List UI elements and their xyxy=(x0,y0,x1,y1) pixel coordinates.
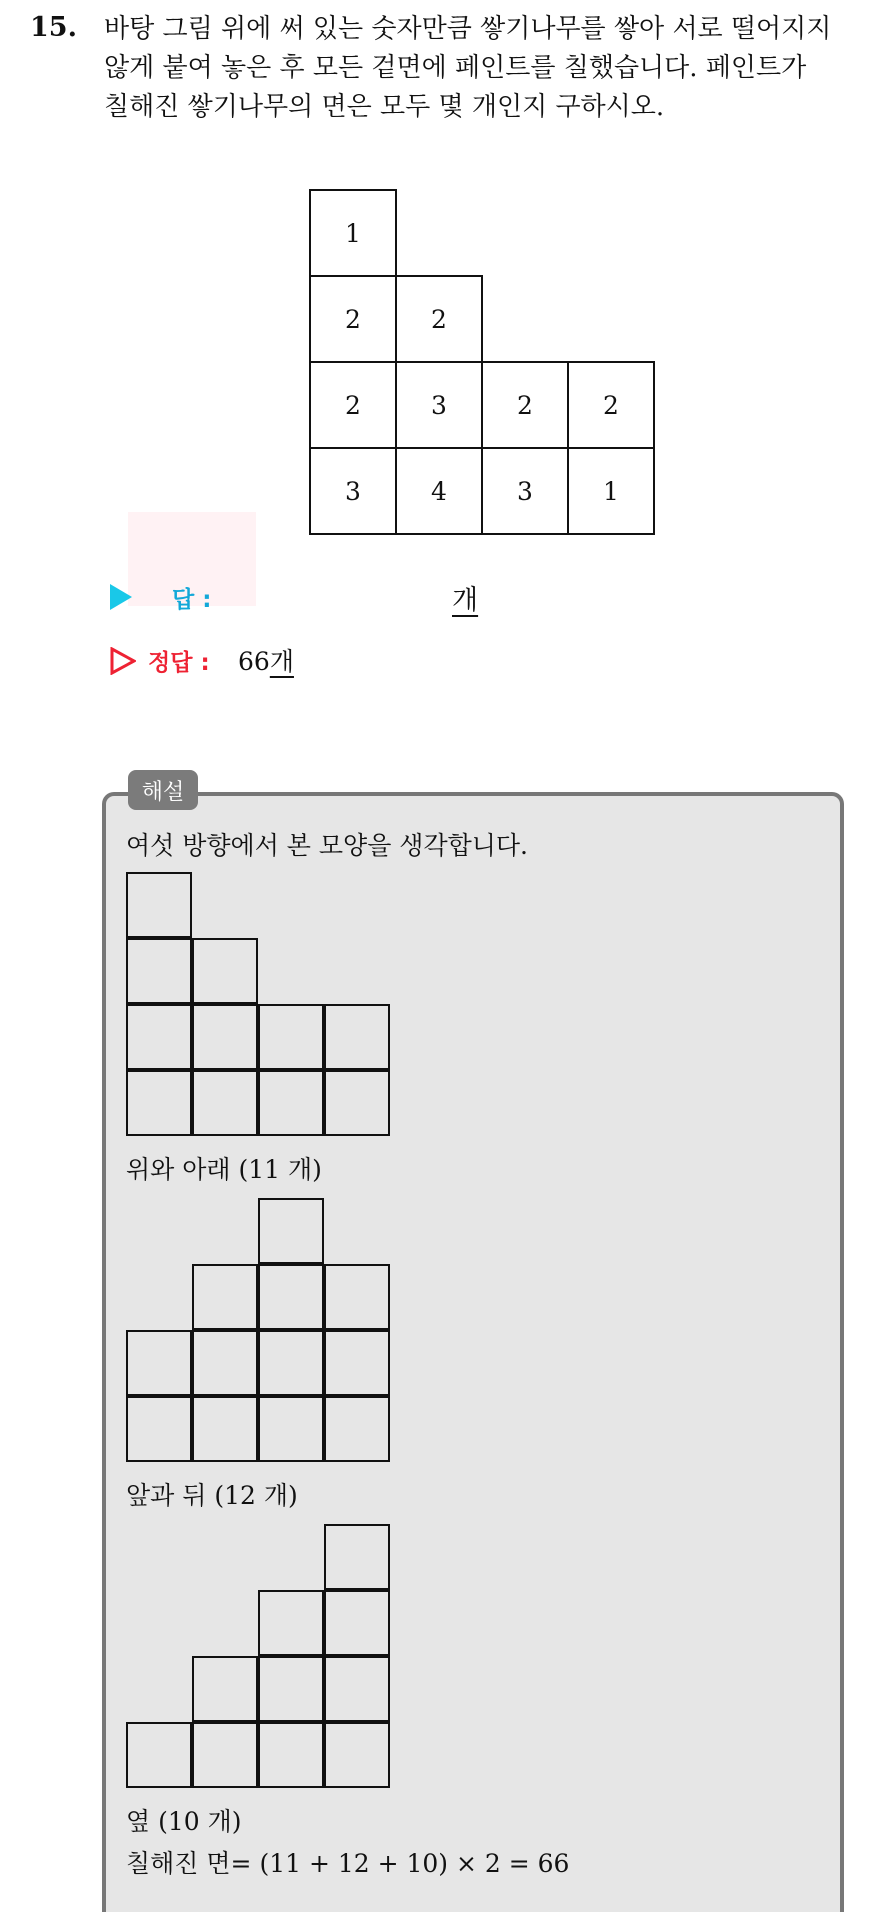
top-view-caption: 위와 아래 (11 개) xyxy=(126,1155,322,1184)
grid-cell: 2 xyxy=(309,275,397,363)
answer-row xyxy=(110,577,212,617)
front-view-caption: 앞과 뒤 (12 개) xyxy=(126,1481,298,1510)
correct-label: 정답 : xyxy=(148,650,210,676)
view-square xyxy=(324,1330,390,1396)
view-square xyxy=(258,1070,324,1136)
question-number: 15. xyxy=(30,12,77,43)
view-square xyxy=(126,1070,192,1136)
view-square xyxy=(324,1264,390,1330)
view-square xyxy=(324,1070,390,1136)
view-square xyxy=(324,1590,390,1656)
view-square xyxy=(324,1524,390,1590)
view-square xyxy=(126,872,192,938)
grid-cell: 2 xyxy=(395,275,483,363)
solution-formula: 칠해진 면= (11 + 12 + 10) × 2 = 66 xyxy=(126,1849,570,1878)
grid-cell: 4 xyxy=(395,447,483,535)
view-square xyxy=(258,1396,324,1462)
solution-intro: 여섯 방향에서 본 모양을 생각합니다. xyxy=(126,831,528,860)
correct-number: 66 xyxy=(238,647,270,676)
view-square xyxy=(258,1330,324,1396)
view-square xyxy=(324,1656,390,1722)
question-line: 칠해진 쌓기나무의 면은 모두 몇 개인지 구하시오. xyxy=(104,92,665,122)
view-square xyxy=(258,1264,324,1330)
view-square xyxy=(126,1396,192,1462)
question-line: 바탕 그림 위에 써 있는 숫자만큼 쌓기나무를 쌓아 서로 떨어지지 xyxy=(104,14,832,44)
correct-value xyxy=(238,642,294,678)
view-square xyxy=(192,938,258,1004)
view-square xyxy=(192,1722,258,1788)
view-square xyxy=(324,1396,390,1462)
grid-cell: 3 xyxy=(481,447,569,535)
view-square xyxy=(192,1656,258,1722)
view-square xyxy=(192,1004,258,1070)
view-square xyxy=(258,1590,324,1656)
grid-cell: 3 xyxy=(309,447,397,535)
question-text xyxy=(104,10,874,127)
view-square xyxy=(258,1722,324,1788)
grid-cell: 2 xyxy=(567,361,655,449)
grid-cell: 2 xyxy=(481,361,569,449)
grid-cell: 1 xyxy=(567,447,655,535)
grid-cell: 2 xyxy=(309,361,397,449)
view-square xyxy=(192,1396,258,1462)
view-square xyxy=(258,1656,324,1722)
correct-unit: 개 xyxy=(269,647,294,676)
view-square xyxy=(192,1264,258,1330)
view-square xyxy=(192,1330,258,1396)
question-line: 않게 붙여 놓은 후 모든 겉면에 페인트를 칠했습니다. 페인트가 xyxy=(104,53,807,83)
grid-cell: 1 xyxy=(309,189,397,277)
view-square xyxy=(324,1004,390,1070)
view-square xyxy=(324,1722,390,1788)
side-view-caption: 옆 (10 개) xyxy=(126,1807,242,1836)
answer-unit: 개 xyxy=(452,585,479,616)
outline-arrow-icon xyxy=(110,647,136,675)
view-square xyxy=(126,938,192,1004)
view-square xyxy=(258,1198,324,1264)
view-square xyxy=(192,1070,258,1136)
grid-cell: 3 xyxy=(395,361,483,449)
solution-tab: 해설 xyxy=(128,770,198,810)
view-square xyxy=(126,1004,192,1070)
answer-label: 답 : xyxy=(172,586,212,613)
view-square xyxy=(258,1004,324,1070)
view-square xyxy=(126,1330,192,1396)
play-arrow-icon xyxy=(110,584,132,610)
view-square xyxy=(126,1722,192,1788)
